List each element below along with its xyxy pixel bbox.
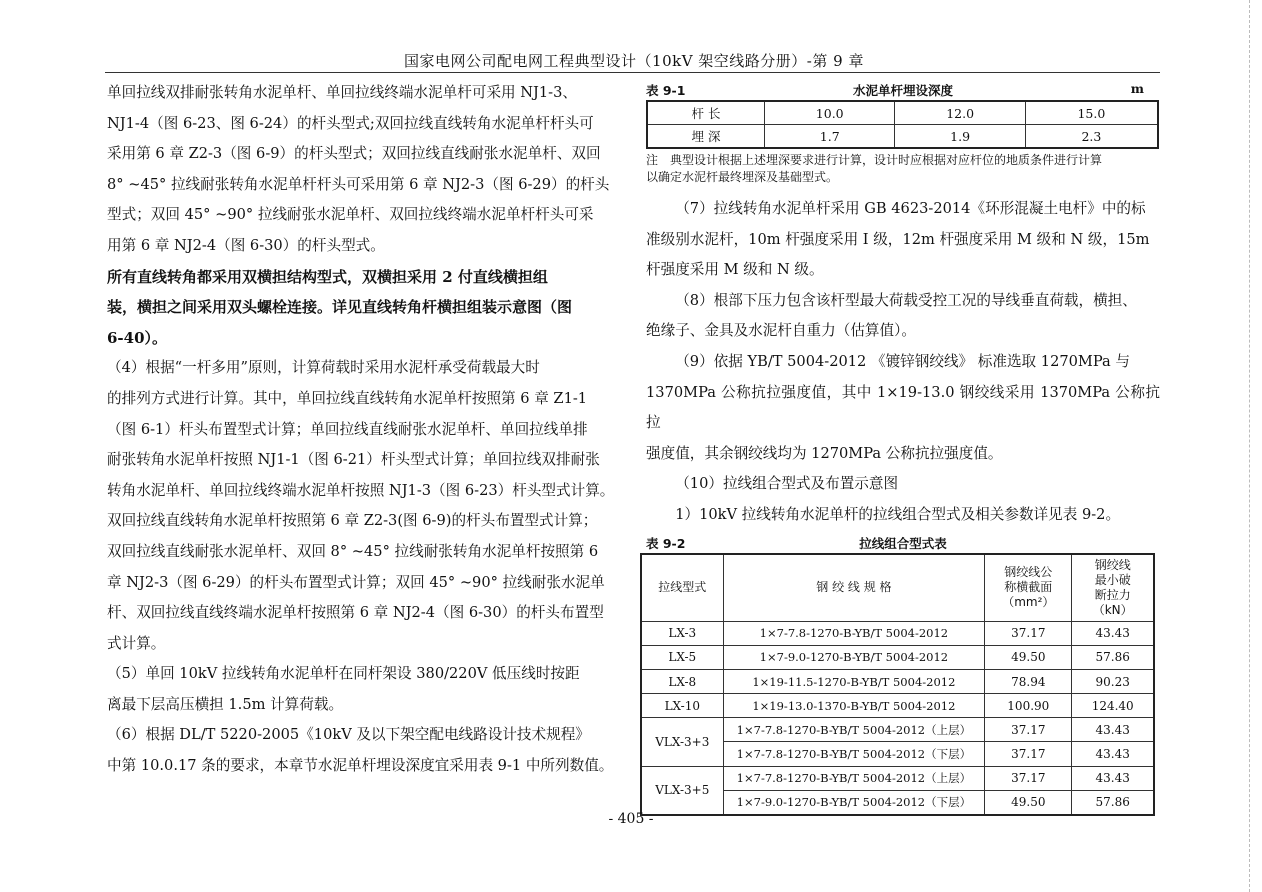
table-unit: m [1130, 81, 1144, 96]
spec-cell: 1×19-11.5-1270-B-YB/T 5004-2012 [723, 669, 985, 693]
type-cell: LX-3 [641, 621, 723, 645]
spec-cell: 1×19-13.0-1370-B-YB/T 5004-2012 [723, 694, 985, 718]
force-cell: 124.40 [1072, 694, 1154, 718]
header-rule [105, 72, 1160, 73]
paragraph-6: （6）根据 DL/T 5220-2005《10kV 及以下架空配电线路设计技术规程》 中第 10.0.17 条的要求，本章节水泥单杆埋设深度宜采用表 9-1 中所列数值。 [107, 726, 614, 775]
left-column [107, 78, 619, 782]
type-cell: VLX-3+5 [641, 766, 723, 815]
type-cell: LX-8 [641, 669, 723, 693]
type-cell: LX-10 [641, 694, 723, 718]
table-row [641, 669, 1154, 693]
table-row [641, 718, 1154, 742]
table-cell: 2.3 [1025, 125, 1158, 149]
table-cell: 1.9 [895, 125, 1025, 149]
paragraph-7: （7）拉线转角水泥单杆采用 GB 4623-2014《环形混凝土电杆》中的标 准级别水泥杆，10m 杆强度采用 I 级，12m 杆强度采用 M 级和 N 级，15m 杆强度采用 M 级和 N 级。 [646, 200, 1150, 279]
area-cell: 78.94 [985, 669, 1072, 693]
page-edge [1249, 0, 1262, 892]
table-cell: 12.0 [895, 101, 1025, 125]
force-cell: 43.43 [1072, 621, 1154, 645]
table-title: 水泥单杆埋设深度 [852, 83, 953, 98]
page-header: 国家电网公司配电网工程典型设计（10kV 架空线路分册）-第 9 章 [404, 52, 864, 70]
right-column [646, 78, 1160, 816]
area-cell: 49.50 [985, 645, 1072, 669]
header-type: 拉线型式 [641, 554, 723, 622]
force-cell: 43.43 [1072, 718, 1154, 742]
force-cell: 90.23 [1072, 669, 1154, 693]
header-spec: 钢 绞 线 规 格 [723, 554, 985, 622]
table-cell: 1.7 [765, 125, 895, 149]
paragraph-8: （8）根部下压力包含该杆型最大荷载受控工况的导线垂直荷载，横担、 绝缘子、金具及水泥杆自重力（估算值）。 [646, 291, 1137, 340]
area-cell: 37.17 [985, 621, 1072, 645]
area-cell: 37.17 [985, 742, 1072, 766]
table-9-1 [646, 100, 1159, 149]
row-label: 杆 长 [647, 101, 765, 125]
table-header-row [641, 554, 1154, 622]
table-9-2 [640, 553, 1155, 817]
table-9-1-caption [646, 78, 1160, 100]
table-row [647, 125, 1158, 149]
table-title: 拉线组合型式表 [859, 535, 947, 551]
table-row [647, 101, 1158, 125]
header-force: 钢绞线 最小破 断拉力 （kN） [1072, 554, 1154, 622]
force-cell: 57.86 [1072, 645, 1154, 669]
spec-cell: 1×7-9.0-1270-B-YB/T 5004-2012 [723, 645, 985, 669]
paragraph-5: （5）单回 10kV 拉线转角水泥单杆在同杆架设 380/220V 低压线时按距 离最下层高压横担 1.5m 计算荷载。 [107, 665, 580, 713]
area-cell: 100.90 [985, 694, 1072, 718]
table-row [641, 694, 1154, 718]
paragraph-1: 单回拉线双排耐张转角水泥单杆、单回拉线终端水泥单杆可采用 NJ1-3、 NJ1-4（图 6-23、图 6-24）的杆头型式;双回拉线直线转角水泥单杆杆头可 采用第 6 章 Z2-3（图 6-9）的杆头型式；双回拉线直线耐张水泥单杆、双回 8° ~45° 拉线耐张转角水泥单杆杆头可采用第 6 章 NJ2-3（图 6-29）的杆头 型式；双回 45° ~90° 拉线耐张水泥单杆、双回拉线终端水泥单杆杆头可采 用第 6 章 NJ2-4（图 6-30）的杆头型式。 [107, 84, 610, 254]
table-number: 表 9-2 [646, 535, 686, 551]
force-cell: 43.43 [1072, 742, 1154, 766]
spec-cell: 1×7-7.8-1270-B-YB/T 5004-2012（下层） [723, 742, 985, 766]
spec-cell: 1×7-7.8-1270-B-YB/T 5004-2012 [723, 621, 985, 645]
table-note: 注 典型设计根据上述埋深要求进行计算，设计时应根据对应杆位的地质条件进行计算 以确定水泥杆最终埋深及基础型式。 [646, 153, 1103, 184]
paragraph-4: （4）根据“一杆多用”原则，计算荷载时采用水泥杆承受荷载最大时 的排列方式进行计算。其中，单回拉线直线转角水泥单杆按照第 6 章 Z1-1 （图 6-1）杆头布置型式计算；单回拉线直线耐张水泥单杆、单回拉线单排 耐张转角水泥单杆按照 NJ1-1（图 6-21）杆头型式计算；单回拉线双排耐张 转角水泥单杆、单回拉线终端水泥单杆按照 NJ1-3（图 6-23）杆头型式计算。 双回拉线直线转角水泥单杆按照第 6 章 Z2-3(图 6-9)的杆头布置型式计算； 双回拉线直线耐张水泥单杆、双回 8° ~45° 拉线耐张转角水泥单杆按照第 6 章 NJ2-3（图 6-29）的杆头布置型式计算；双回 45° ~90° 拉线耐张水泥单 杆、双回拉线直线终端水泥单杆按照第 6 章 NJ2-4（图 6-30）的杆头布置型 式计算。 [107, 359, 615, 652]
table-row [641, 621, 1154, 645]
area-cell: 37.17 [985, 766, 1072, 790]
area-cell: 37.17 [985, 718, 1072, 742]
paragraph-9: （9）依据 YB/T 5004-2012 《镀锌钢绞线》 标准选取 1270MPa 与 1370MPa 公称抗拉强度值，其中 1×19-13.0 钢绞线采用 1370MPa 公称抗拉 强度值，其余钢绞线均为 1270MPa 公称抗拉强度值。 [646, 352, 1160, 462]
page-number: - 405 - [608, 811, 654, 827]
spec-cell: 1×7-7.8-1270-B-YB/T 5004-2012（上层） [723, 766, 985, 790]
force-cell: 43.43 [1072, 766, 1154, 790]
force-cell: 57.86 [1072, 790, 1154, 815]
table-row [641, 645, 1154, 669]
bold-paragraph: 所有直线转角都采用双横担结构型式，双横担采用 2 付直线横担组 装，横担之间采用双头螺栓连接。详见直线转角杆横担组装示意图（图 6-40）。 [107, 267, 573, 347]
table-cell: 10.0 [765, 101, 895, 125]
table-number: 表 9-1 [646, 83, 686, 98]
spec-cell: 1×7-7.8-1270-B-YB/T 5004-2012（上层） [723, 718, 985, 742]
paragraph-10-1: 1）10kV 拉线转角水泥单杆的拉线组合型式及相关参数详见表 9-2。 [675, 505, 1121, 523]
type-cell: LX-5 [641, 645, 723, 669]
row-label: 埋 深 [647, 125, 765, 149]
spec-cell: 1×7-9.0-1270-B-YB/T 5004-2012（下层） [723, 790, 985, 815]
area-cell: 49.50 [985, 790, 1072, 815]
table-row [641, 766, 1154, 790]
table-cell: 15.0 [1025, 101, 1158, 125]
type-cell: VLX-3+3 [641, 718, 723, 766]
table-9-2-caption [646, 531, 1160, 553]
header-area: 钢绞线公 称横截面 （mm²） [985, 554, 1072, 622]
paragraph-10: （10）拉线组合型式及布置示意图 [675, 475, 899, 493]
